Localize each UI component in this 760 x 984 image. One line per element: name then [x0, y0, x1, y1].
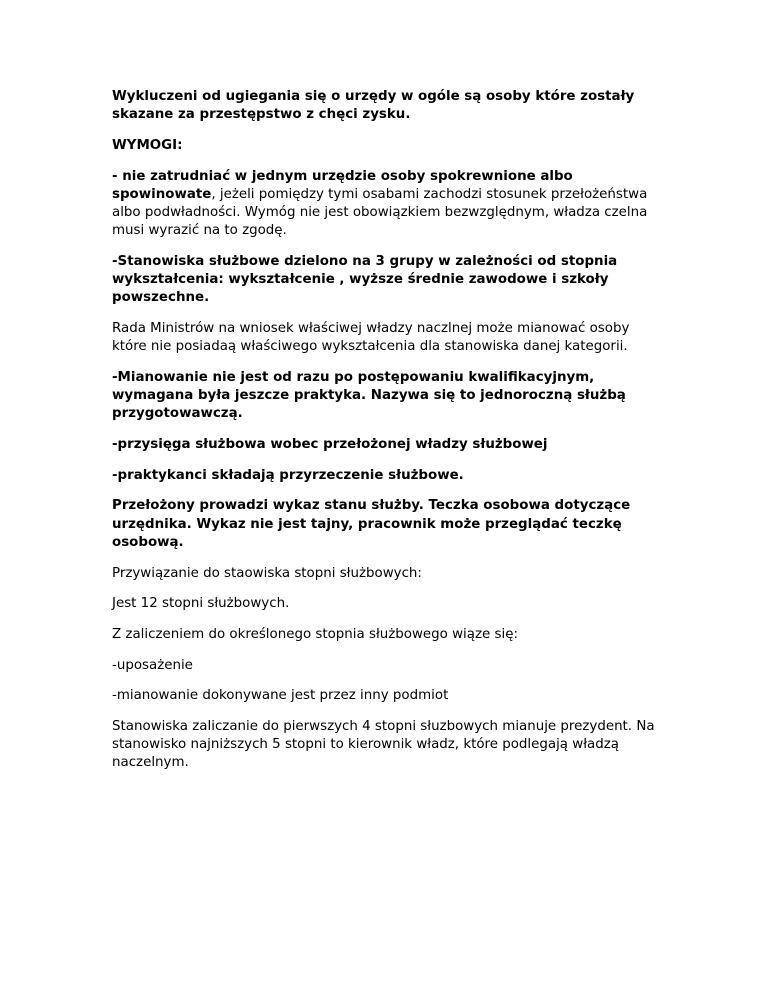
heading-requirements: WYMOGI: — [112, 137, 183, 153]
paragraph-service-record: Przełożony prowadzi wykaz stanu służby. Teczka osobowa dotyczące urzędnika. Wykaz nie jest tajny, pracownik może przeglądać teczkę osobową. — [112, 498, 631, 550]
paragraph-kinship — [112, 168, 657, 241]
list-item-appointment-entity: -mianowanie dokonywane jest przez inny podmiot — [112, 688, 449, 704]
paragraph-president-appoints: Stanowiska zaliczanie do pierwszych 4 stopni słuzbowych mianuje prezydent. Na stanowisko najniższych 5 stopni to kierownik władz, które podlegają władzą naczelnym. — [112, 719, 655, 771]
paragraph-rank-link: Z zaliczeniem do określonego stopnia służbowego wiąze się: — [112, 626, 518, 642]
paragraph-kinship-bold: - nie zatrudniać w jednym urzędzie osoby spokrewnione albo spowinowate — [112, 168, 573, 202]
paragraph-rank-assignment: Przywiązanie do staowiska stopni służbowych: — [112, 565, 422, 581]
paragraph-position-groups: -Stanowiska służbowe dzielono na 3 grupy w zależności od stopnia wykształcenia: wykształcenie , wyższe średnie zawodowe i szkoły powszechne. — [112, 253, 618, 306]
paragraph-exclusions: Wykluczeni od ugiegania się o urzędy w ogóle są osoby które zostały skazane za przestępstwo z chęci zysku. — [112, 89, 635, 123]
paragraph-kinship-rest: , jeżeli pomiędzy tymi osabami zachodzi stosunek przełożeństwa albo podwładności. Wymóg nie jest obowiązkiem bezwzględnym, władza czelna musi wyrazić na to zgodę. — [112, 186, 648, 239]
document-page — [112, 88, 657, 785]
paragraph-trainees: -praktykanci składają przyrzeczenie służbowe. — [112, 467, 464, 483]
paragraph-rank-count: Jest 12 stopni służbowych. — [112, 596, 290, 612]
list-item-salary: -uposażenie — [112, 657, 193, 673]
paragraph-appointment: -Mianowanie nie jest od razu po postępowaniu kwalifikacyjnym, wymagana była jeszcze praktyka. Nazywa się to jednoroczną służbą przygotowawczą. — [112, 369, 626, 422]
paragraph-council-of-ministers: Rada Ministrów na wniosek właściwej władzy naczlnej może mianować osoby które nie posiadaą właściwego wykształcenia dla stanowiska danej kategorii. — [112, 321, 630, 355]
paragraph-oath: -przysięga służbowa wobec przełożonej władzy służbowej — [112, 437, 548, 453]
